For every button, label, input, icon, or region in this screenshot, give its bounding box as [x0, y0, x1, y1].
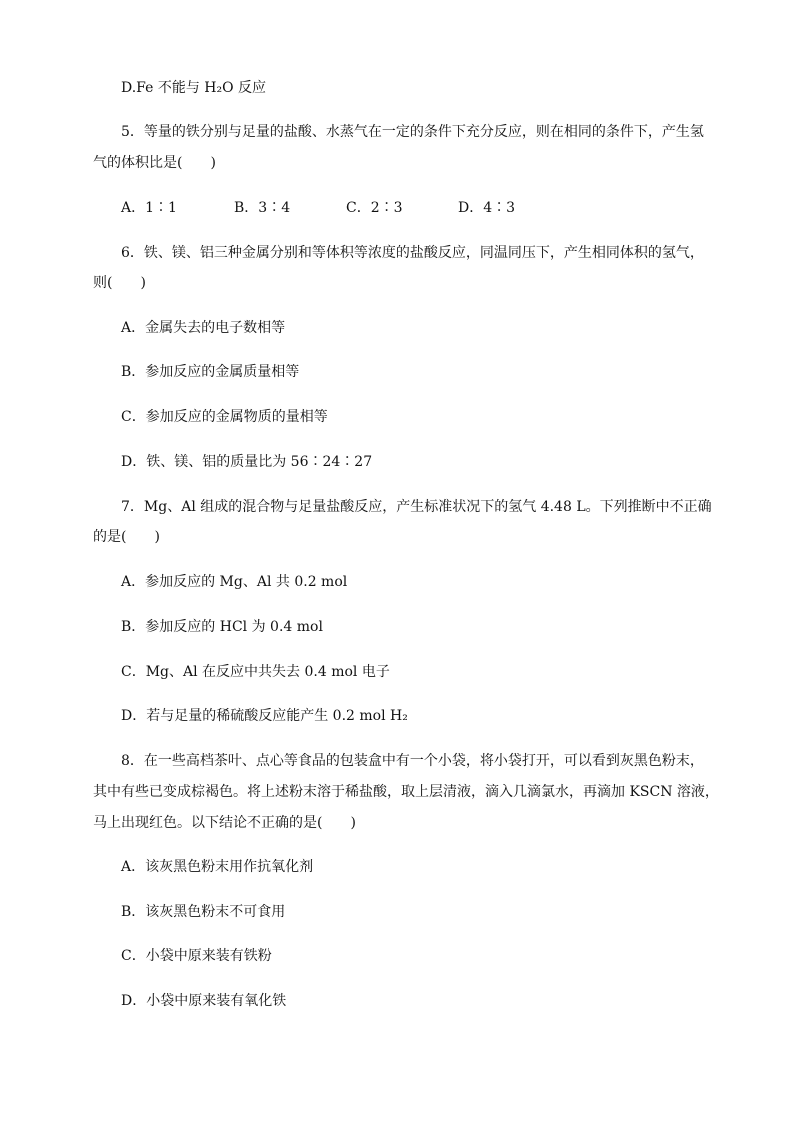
- q5-stem-line1: 5．等量的铁分别与足量的盐酸、水蒸气在一定的条件下充分反应，则在相同的条件下，产生氢: [121, 124, 704, 140]
- q8-option-a: A．该灰黑色粉末用作抗氧化剂: [121, 859, 314, 875]
- q7-option-b: B．参加反应的 HCl 为 0.4 mol: [121, 619, 323, 635]
- q8-stem-line1: 8．在一些高档茶叶、点心等食品的包装盒中有一个小袋，将小袋打开，可以看到灰黑色粉末，: [121, 753, 704, 769]
- q5-option-a: A．1∶1: [121, 200, 177, 216]
- q7-stem-line1: 7．Mg、Al 组成的混合物与足量盐酸反应，产生标准状况下的氢气 4.48 L。下列推断中不正确: [121, 499, 712, 515]
- q4-option-d: D.Fe 不能与 H₂O 反应: [121, 80, 267, 96]
- q7-option-a: A．参加反应的 Mg、Al 共 0.2 mol: [121, 574, 348, 590]
- q6-stem-line1: 6．铁、镁、铝三种金属分别和等体积等浓度的盐酸反应，同温同压下，产生相同体积的氢气，: [121, 245, 704, 261]
- q7-option-d: D．若与足量的稀硫酸反应能产生 0.2 mol H₂: [121, 708, 408, 724]
- q8-option-d: D．小袋中原来装有氧化铁: [121, 993, 287, 1009]
- q6-stem-line2: 则( ): [93, 275, 146, 291]
- q8-option-b: B．该灰黑色粉末不可食用: [121, 904, 286, 920]
- q7-option-c: C．Mg、Al 在反应中共失去 0.4 mol 电子: [121, 664, 390, 680]
- q5-option-b: B．3∶4: [234, 200, 291, 216]
- q8-option-c: C．小袋中原来装有铁粉: [121, 948, 272, 964]
- q5-option-c: C．2∶3: [346, 200, 403, 216]
- q8-stem-line3: 马上出现红色。以下结论不正确的是( ): [93, 815, 356, 831]
- q8-stem-line2: 其中有些已变成棕褐色。将上述粉末溶于稀盐酸，取上层清液，滴入几滴氯水，再滴加 KSCN 溶液，: [93, 784, 719, 800]
- q6-option-d: D．铁、镁、铝的质量比为 56∶24∶27: [121, 454, 373, 470]
- q5-option-d: D．4∶3: [458, 200, 516, 216]
- q6-option-a: A．金属失去的电子数相等: [121, 320, 286, 336]
- q5-stem-line2: 气的体积比是( ): [93, 155, 216, 171]
- q6-option-b: B．参加反应的金属质量相等: [121, 364, 300, 380]
- q6-option-c: C．参加反应的金属物质的量相等: [121, 409, 328, 425]
- q5-options-row: [0, 198, 793, 218]
- q7-stem-line2: 的是( ): [93, 529, 160, 545]
